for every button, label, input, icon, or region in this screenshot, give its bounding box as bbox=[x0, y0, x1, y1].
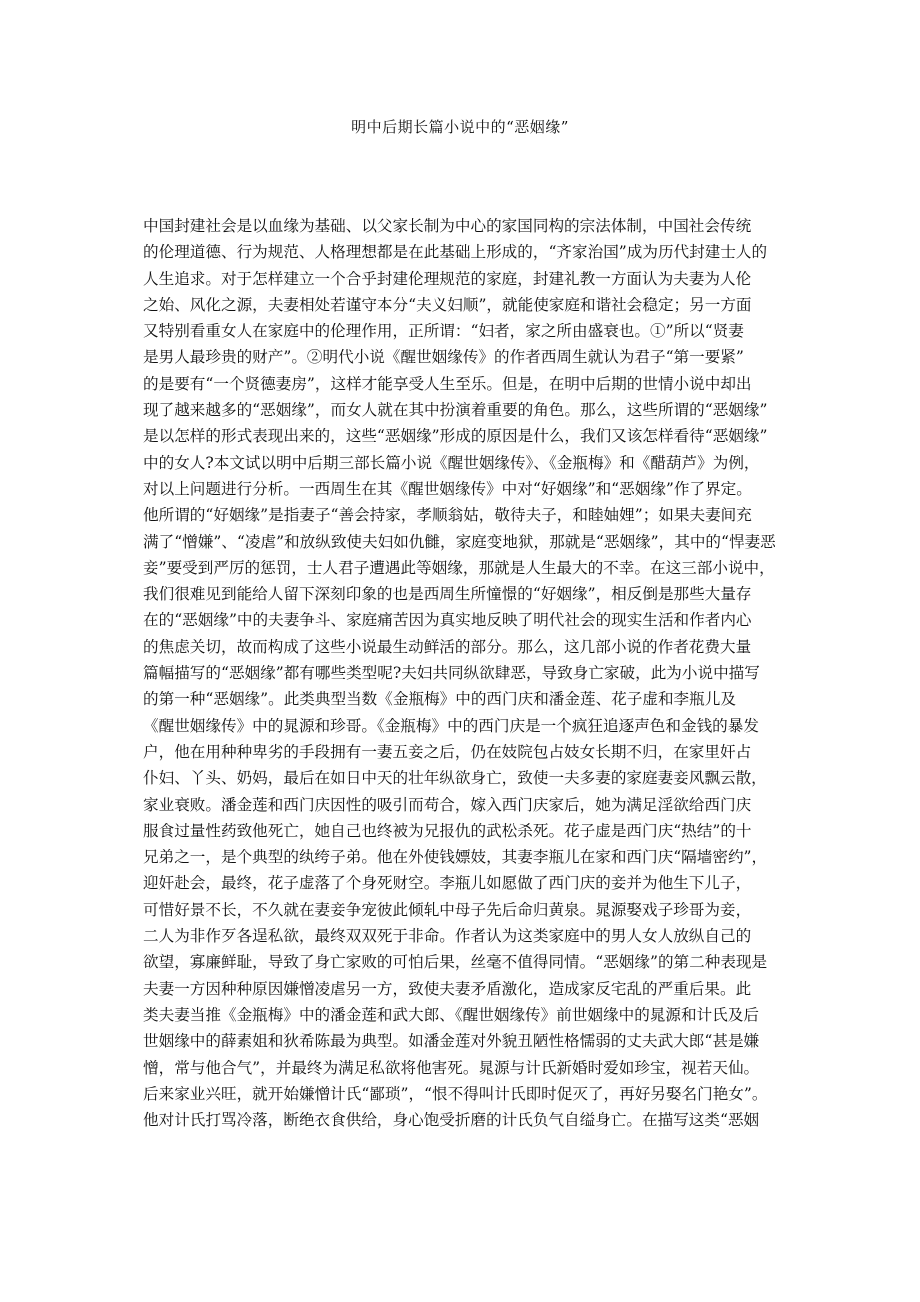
body-line: 满了“憎嫌”、“凌虐”和放纵致使夫妇如仇雠，家庭变地狱，那就是“恶姻缘”，其中的“悍妻恶 bbox=[143, 532, 776, 551]
document-title: 明中后期长篇小说中的“恶姻缘” bbox=[351, 118, 569, 136]
body-line: 憎，常与他合气”，并最终为满足私欲将他害死。晁源与计氏新婚时爱如珍宝，视若天仙。 bbox=[143, 1058, 760, 1077]
body-line: 世姻缘中的薛素姐和狄希陈最为典型。如潘金莲对外貌丑陋性格懦弱的丈夫武大郎“甚是嫌 bbox=[143, 1032, 760, 1051]
body-line: 户，他在用种种卑劣的手段拥有一妻五妾之后，仍在妓院包占妓女长期不归，在家里奸占 bbox=[143, 742, 752, 761]
body-line: 他对计氏打骂冷落，断绝衣食供给，身心饱受折磨的计氏负气自缢身亡。在描写这类“恶姻 bbox=[143, 1111, 760, 1130]
body-line: 现了越来越多的“恶姻缘”，而女人就在其中扮演着重要的角色。那么，这些所谓的“恶姻缘” bbox=[143, 401, 768, 420]
body-line: 人生追求。对于怎样建立一个合乎封建伦理规范的家庭，封建礼教一方面认为夫妻为人伦 bbox=[143, 269, 752, 288]
body-line: 我们很难见到能给人留下深刻印象的也是西周生所憧憬的“好姻缘”，相反倒是那些大量存 bbox=[143, 585, 752, 604]
body-line: 欲望，寡廉鲜耻，导致了身亡家败的可怕后果，丝毫不值得同情。“恶姻缘”的第二种表现是 bbox=[143, 953, 768, 972]
body-line: 中的女人?本文试以明中后期三部长篇小说《醒世姻缘传》、《金瓶梅》和《醋葫芦》为例， bbox=[143, 453, 760, 472]
body-line: 二人为非作歹各逞私欲，最终双双死于非命。作者认为这类家庭中的男人女人放纵自己的 bbox=[143, 927, 752, 946]
body-line: 的第一种“恶姻缘”。此类典型当数《金瓶梅》中的西门庆和潘金莲、花子虚和李瓶儿及 bbox=[143, 690, 736, 709]
body-line: 《醒世姻缘传》中的晁源和珍哥。《金瓶梅》中的西门庆是一个疯狂追逐声色和金钱的暴发 bbox=[143, 716, 759, 735]
body-line: 之始、风化之源，夫妻相处若谨守本分“夫义妇顺”，就能使家庭和谐社会稳定；另一方面 bbox=[143, 295, 752, 314]
body-line: 服食过量性药致他死亡，她自己也终被为兄报仇的武松杀死。花子虚是西门庆“热结”的十 bbox=[143, 821, 752, 840]
document-body bbox=[143, 213, 793, 1133]
body-line: 可惜好景不长，不久就在妻妾争宠彼此倾轧中母子先后命归黄泉。晁源娶戏子珍哥为妾， bbox=[143, 900, 752, 919]
body-line: 迎奸赴会，最终，花子虚落了个身死财空。李瓶儿如愿做了西门庆的妾并为他生下儿子， bbox=[143, 874, 752, 893]
body-line: 的伦理道德、行为规范、人格理想都是在此基础上形成的，“齐家治国”成为历代封建士人的 bbox=[143, 243, 768, 262]
body-line: 类夫妻当推《金瓶梅》中的潘金莲和武大郎、《醒世姻缘传》前世姻缘中的晁源和计氏及后 bbox=[143, 1005, 759, 1024]
body-line: 又特别看重女人在家庭中的伦理作用，正所谓：“妇者，家之所由盛衰也。①”所以“贤妻 bbox=[143, 322, 744, 341]
body-line: 是男人最珍贵的财产”。②明代小说《醒世姻缘传》的作者西周生就认为君子“第一要紧” bbox=[143, 348, 744, 367]
body-line: 他所谓的“好姻缘”是指妻子“善会持家，孝顺翁姑，敬待夫子，和睦妯娌”；如果夫妻间充 bbox=[143, 506, 752, 525]
body-line: 是以怎样的形式表现出来的，这些“恶姻缘”形成的原因是什么，我们又该怎样看待“恶姻缘” bbox=[143, 427, 768, 446]
body-line: 中国封建社会是以血缘为基础、以父家长制为中心的家国同构的宗法体制，中国社会传统 bbox=[143, 217, 752, 235]
body-line: 的焦虑关切，故而构成了这些小说最生动鲜活的部分。那么，这几部小说的作者花费大量 bbox=[143, 637, 752, 656]
body-line: 后来家业兴旺，就开始嫌憎计氏“鄙琐”，“恨不得叫计氏即时促灭了，再好另娶名门艳女”。 bbox=[143, 1084, 768, 1103]
body-line: 家业衰败。潘金莲和西门庆因性的吸引而苟合，嫁入西门庆家后，她为满足淫欲给西门庆 bbox=[143, 795, 752, 814]
body-line: 的是要有“一个贤德妻房”，这样才能享受人生至乐。但是，在明中后期的世情小说中却出 bbox=[143, 374, 752, 393]
body-line: 对以上问题进行分析。一西周生在其《醒世姻缘传》中对“好姻缘”和“恶姻缘”作了界定。 bbox=[143, 479, 752, 498]
body-line: 兄弟之一，是个典型的纨绔子弟。他在外使钱嫖妓，其妻李瓶儿在家和西门庆“隔墙密约”， bbox=[143, 848, 768, 867]
body-line: 篇幅描写的“恶姻缘”都有哪些类型呢?夫妇共同纵欲肆恶，导致身亡家破，此为小说中描写 bbox=[143, 664, 760, 683]
body-line: 仆妇、丫头、奶妈，最后在如日中天的壮年纵欲身亡，致使一夫多妻的家庭妻妾风飘云散， bbox=[143, 769, 767, 788]
body-line: 妾”要受到严厉的惩罚，士人君子遭遇此等姻缘，那就是人生最大的不幸。在这三部小说中， bbox=[143, 558, 775, 577]
body-line: 在的“恶姻缘”中的夫妻争斗、家庭痛苦因为真实地反映了明代社会的现实生活和作者内心 bbox=[143, 611, 752, 630]
body-line: 夫妻一方因种种原因嫌憎凌虐另一方，致使夫妻矛盾激化，造成家反宅乱的严重后果。此 bbox=[143, 979, 752, 998]
